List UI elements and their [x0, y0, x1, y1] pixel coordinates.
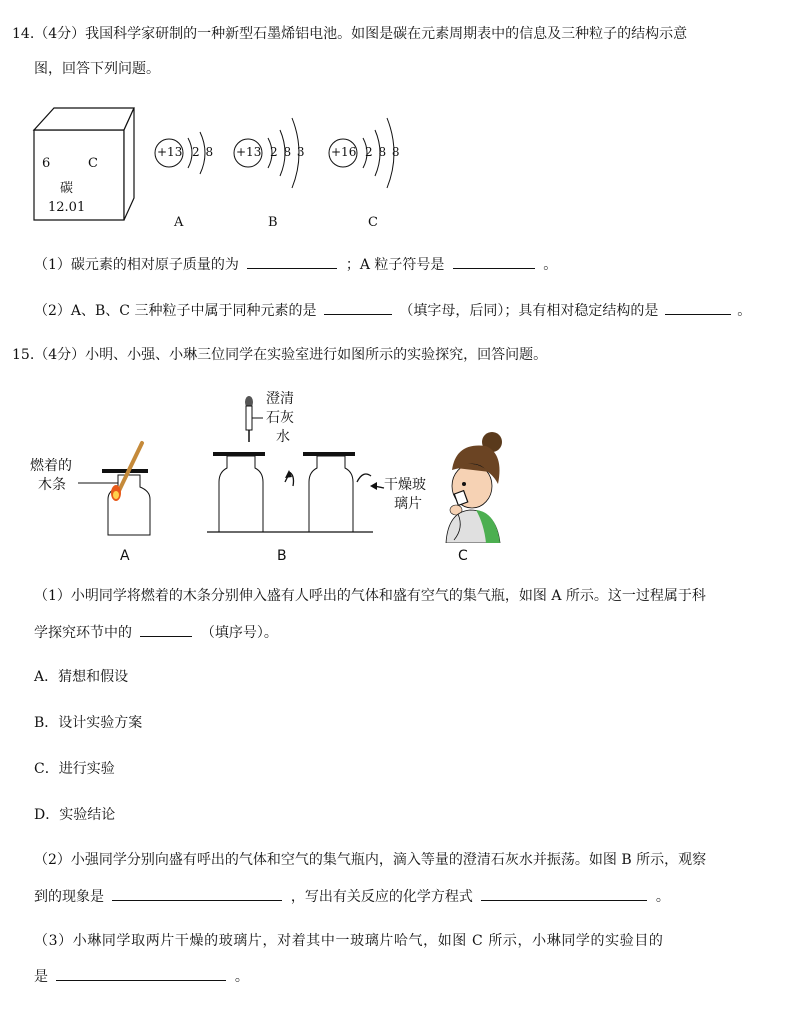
element-box-figure — [30, 100, 140, 225]
q14-sub2-text-b: （填字母，后同）；具有相对稳定结构的是 — [399, 303, 659, 319]
atom-c-diagram — [325, 100, 415, 195]
label-dry-glass-2: 璃片 — [394, 496, 422, 512]
label-limewater-2: 石灰 — [266, 410, 294, 426]
option-c: C．进行实验 — [34, 761, 115, 777]
atom-a-shells: 2 8 — [192, 145, 214, 159]
q15-sub2-line2 — [34, 886, 670, 906]
q14-stem-line2: 图，回答下列问题。 — [34, 61, 160, 77]
label-burning-stick-1: 燃着的 — [30, 458, 72, 474]
atom-a-nucleus: +13 — [157, 145, 183, 159]
option-a: A．猜想和假设 — [34, 669, 129, 685]
figure-c-label: C — [458, 548, 468, 564]
q14-sub1-text-c: 。 — [543, 257, 558, 273]
element-atomic-number: 6 — [42, 156, 51, 171]
atom-b-nucleus: +13 — [236, 145, 262, 159]
q14-sub2-text-c: 。 — [737, 303, 752, 319]
figure-b-label: B — [277, 548, 287, 564]
q14-sub1-blank-2[interactable] — [453, 254, 535, 269]
q15-sub3-line2 — [34, 966, 249, 986]
q15-sub2-blank-2[interactable] — [481, 886, 647, 901]
q15-sub3-line1: （3）小琳同学取两片干燥的玻璃片，对着其中一玻璃片哈气，如图 C 所示，小琳同学的实验目的 — [34, 933, 664, 949]
q15-sub1-line2 — [34, 622, 278, 642]
label-limewater-3: 水 — [276, 429, 290, 445]
element-name: 碳 — [60, 181, 74, 196]
q14-sub2-blank-1[interactable] — [324, 300, 392, 315]
atom-c-shells: 2 8 8 — [365, 145, 400, 159]
atom-a-label: A — [174, 215, 184, 230]
label-dry-glass-1: 干燥玻 — [384, 477, 426, 493]
atom-b-label: B — [268, 215, 278, 230]
option-b: B．设计实验方案 — [34, 715, 143, 731]
label-limewater-1: 澄清 — [266, 391, 294, 407]
atom-c-nucleus: +16 — [331, 145, 357, 159]
figure-a-label: A — [120, 548, 130, 564]
atom-b-diagram — [230, 100, 320, 195]
q14-sub1-text-a: （1）碳元素的相对原子质量的为 — [34, 257, 239, 273]
q14-sub1-text-b: ；A 粒子符号是 — [345, 257, 445, 273]
q15-sub2-text-c: 。 — [655, 889, 670, 905]
q15-stem: 15.（4分）小明、小强、小琳三位同学在实验室进行如图所示的实验探究，回答问题。 — [12, 347, 548, 363]
q14-sub1 — [34, 254, 557, 274]
q15-sub2-line1: （2）小强同学分别向盛有呼出的气体和空气的集气瓶内，滴入等量的澄清石灰水并振荡。如图 B 所示，观察 — [34, 852, 707, 868]
figure-c-girl — [360, 428, 510, 543]
q15-sub3-text-b: 。 — [234, 969, 249, 985]
q15-sub3-text-a: 是 — [34, 969, 48, 985]
q14-sub2 — [34, 300, 751, 320]
element-symbol: C — [88, 156, 98, 171]
q14-sub2-text-a: （2）A、B、C 三种粒子中属于同种元素的是 — [34, 303, 317, 319]
q15-sub1-text-b: （填序号）。 — [200, 625, 278, 641]
q15-sub1-line1: （1）小明同学将燃着的木条分别伸入盛有人呼出的气体和盛有空气的集气瓶，如图 A 所示。这一过程属于科 — [34, 588, 706, 604]
q15-sub2-text-a: 到的现象是 — [34, 889, 104, 905]
q14-sub2-blank-2[interactable] — [665, 300, 731, 315]
atom-b-shells: 2 8 3 — [270, 145, 305, 159]
atom-a-diagram — [152, 110, 222, 190]
option-d: D．实验结论 — [34, 807, 116, 823]
label-burning-stick-2: 木条 — [38, 477, 66, 493]
q15-sub1-text-a: 学探究环节中的 — [34, 625, 132, 641]
atom-c-label: C — [368, 215, 378, 230]
q14-sub1-blank-1[interactable] — [247, 254, 337, 269]
q15-sub3-blank[interactable] — [56, 966, 226, 981]
q15-sub1-blank[interactable] — [140, 622, 192, 637]
q15-sub2-text-b: ，写出有关反应的化学方程式 — [290, 889, 473, 905]
element-mass: 12.01 — [48, 200, 86, 215]
q15-sub2-blank-1[interactable] — [112, 886, 282, 901]
q14-stem-line1: 14.（4分）我国科学家研制的一种新型石墨烯铝电池。如图是碳在元素周期表中的信息及三种粒子的结构示意 — [12, 26, 688, 42]
